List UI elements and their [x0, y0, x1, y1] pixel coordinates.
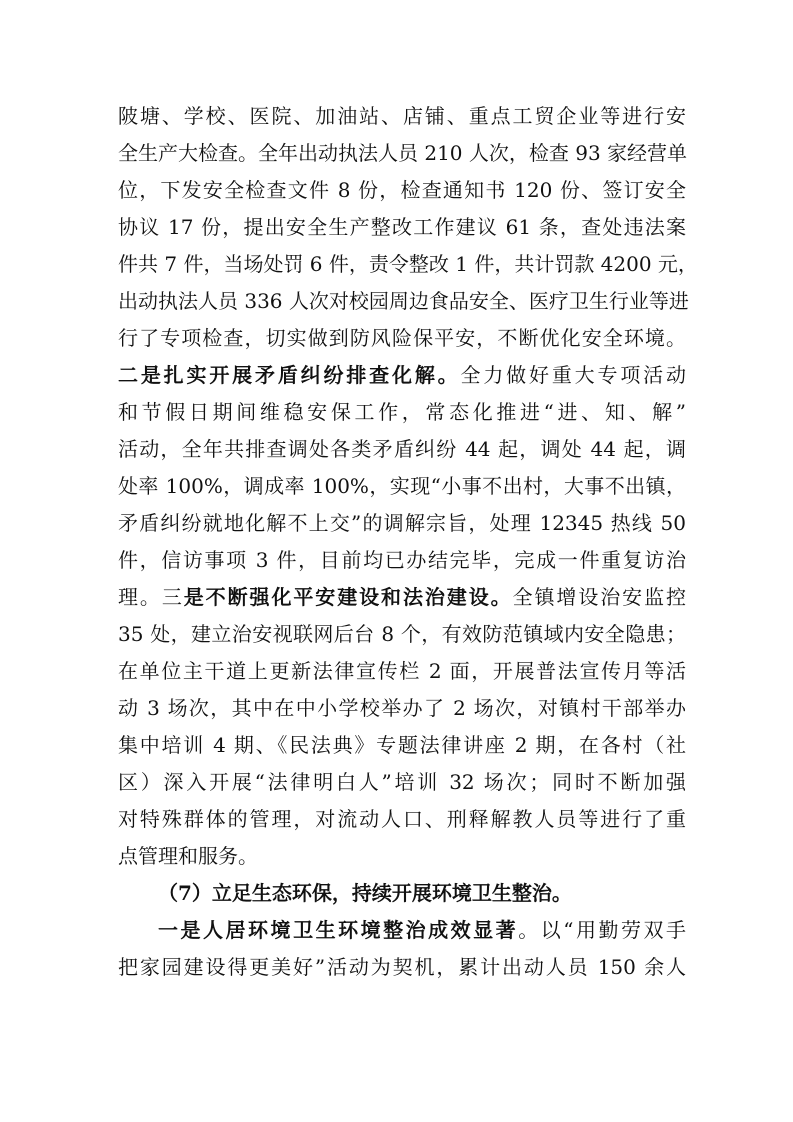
text-line: 矛盾纠纷就地化解不上交”的调解宗旨，处理 12345 热线 50: [118, 511, 686, 535]
text-line: 陂塘、学校、医院、加油站、店铺、重点工贸企业等进行安: [118, 104, 686, 128]
text-line: 把家园建设得更美好”活动为契机，累计出动人员 150 余人: [118, 955, 686, 979]
text-line: 集中培训 4 期、《民法典》专题法律讲座 2 期，在各村（社: [118, 733, 686, 757]
text-fragment: 理。三: [118, 585, 184, 609]
text-line: 动 3 场次，其中在中小学校举办了 2 场次，对镇村干部举办: [118, 696, 686, 720]
section-heading-dispute: 二是扎实开展矛盾纠纷排查化解。: [118, 363, 461, 387]
text-line: 区）深入开展“法律明白人”培训 32 场次；同时不断加强: [118, 770, 686, 794]
section-heading-environment: 一是人居环境卫生环境整治成效显著: [158, 918, 519, 942]
text-line: 行了专项检查，切实做到防风险保平安，不断优化安全环境。: [118, 326, 686, 350]
text-line: 件共 7 件，当场处罚 6 件，责令整改 1 件，共计罚款 4200 元，: [118, 252, 698, 276]
paragraph-law-building: [118, 616, 686, 875]
section-heading-7: [118, 875, 686, 912]
text-line: 在单位主干道上更新法律宣传栏 2 面，开展普法宣传月等活: [118, 659, 686, 683]
text-line: 出动执法人员 336 人次对校园周边食品安全、医疗卫生行业等进: [118, 289, 689, 313]
text-fragment: 。以“用勤劳双手: [518, 918, 686, 942]
text-fragment: 全力做好重大专项活动: [460, 363, 686, 387]
text-line: 点管理和服务。: [118, 844, 258, 868]
text-line: 协议 17 份，提出安全生产整改工作建议 61 条，查处违法案: [118, 215, 686, 239]
text-line: 35 处，建立治安视联网后台 8 个，有效防范镇域内安全隐患；: [118, 622, 686, 646]
text-line: [118, 912, 686, 949]
text-line: 件，信访事项 3 件，目前均已办结完毕，完成一件重复访治: [118, 548, 686, 572]
text-line: 活动，全年共排查调处各类矛盾纠纷 44 起，调处 44 起，调: [118, 437, 686, 461]
paragraph-environment: [118, 912, 686, 986]
paragraph-dispute-resolution: [118, 357, 686, 616]
text-line: 处率 100%，调成率 100%，实现“小事不出村，大事不出镇，: [118, 474, 686, 498]
section-title: （7）立足生态环保，持续开展环境卫生整治。: [158, 881, 572, 905]
text-line: [118, 579, 686, 616]
text-line: 和节假日期间维稳安保工作，常态化推进“进、知、解”: [118, 400, 686, 424]
paragraph-safety-inspection: [118, 98, 698, 357]
text-line: 全生产大检查。全年出动执法人员 210 人次，检查 93 家经营单: [118, 141, 688, 165]
section-heading-safety-law: 是不断强化平安建设和法治建设。: [183, 585, 513, 609]
text-line: [118, 357, 686, 394]
text-fragment: 全镇增设治安监控: [512, 585, 687, 609]
text-line: 对特殊群体的管理，对流动人口、刑释解教人员等进行了重: [118, 807, 686, 831]
document-page: [118, 98, 698, 986]
text-line: 位，下发安全检查文件 8 份，检查通知书 120 份、签订安全: [118, 178, 686, 202]
